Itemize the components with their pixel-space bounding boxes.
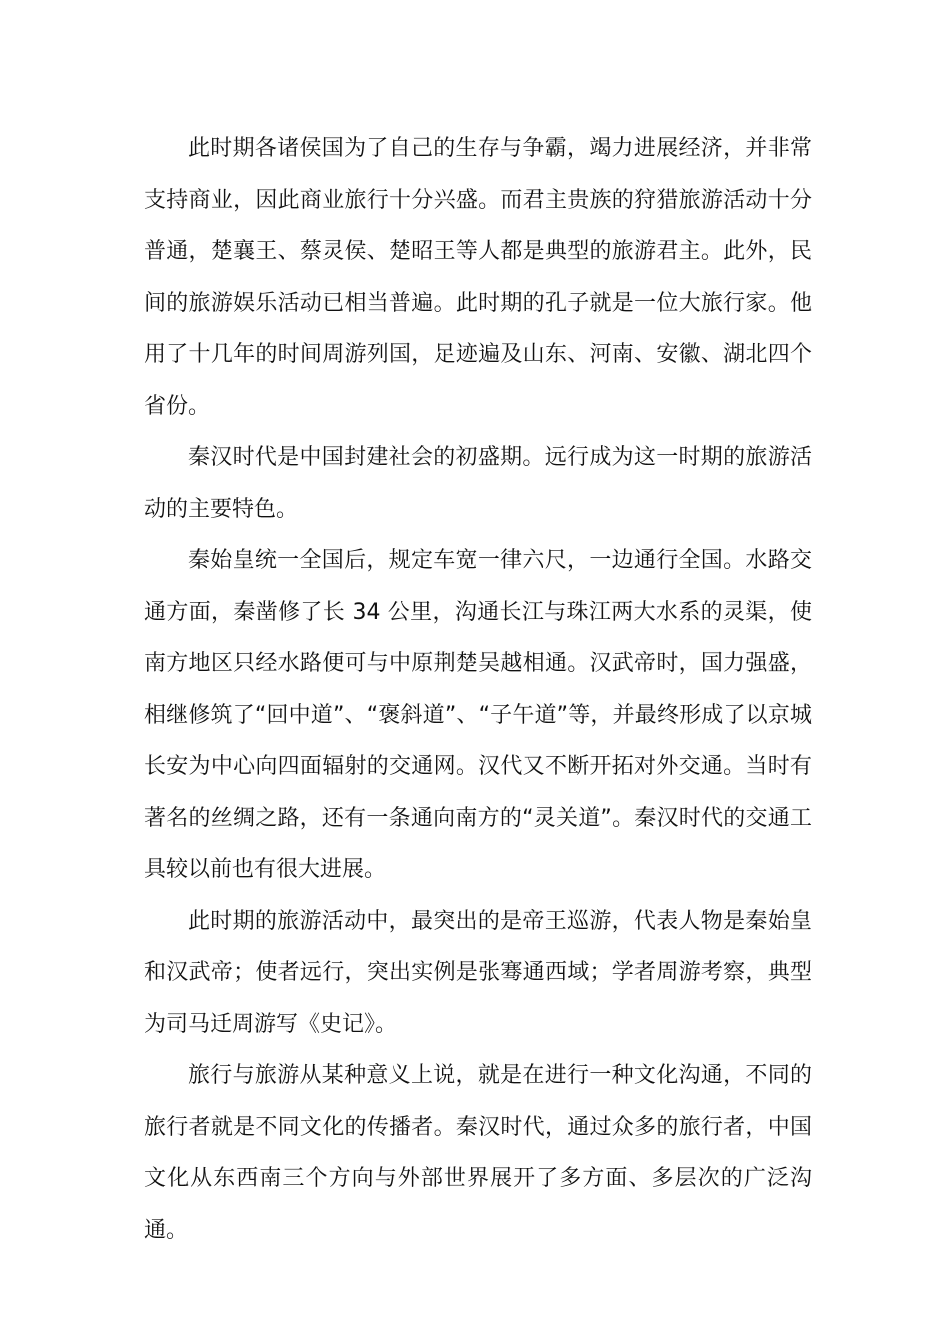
paragraph: 此时期的旅游活动中，最突出的是帝王巡游，代表人物是秦始皇和汉武帝；使者远行，突出实例是张骞通西域；学者周游考察，典型为司马迁周游写《史记》。 xyxy=(144,908,812,1037)
paragraph: 秦汉时代是中国封建社会的初盛期。远行成为这一时期的旅游活动的主要特色。 xyxy=(144,445,812,522)
document-body xyxy=(144,123,812,1256)
paragraph: 此时期各诸侯国为了自己的生存与争霸，竭力进展经济，并非常支持商业，因此商业旅行十分兴盛。而君主贵族的狩猎旅游活动十分普通，楚襄王、蔡灵侯、楚昭王等人都是典型的旅游君主。此外，民间的旅游娱乐活动已相当普遍。此时期的孔子就是一位大旅行家。他用了十几年的时间周游列国，足迹遍及山东、河南、安徽、湖北四个省份。 xyxy=(144,136,812,419)
paragraph: 秦始皇统一全国后，规定车宽一律六尺，一边通行全国。水路交通方面，秦凿修了长 34 公里，沟通长江与珠江两大水系的灵渠，使南方地区只经水路便可与中原荆楚吴越相通。汉武帝时，国力强盛，相继修筑了“回中道”、“褒斜道”、“子午道”等，并最终形成了以京城长安为中心向四面辐射的交通网。汉代又不断开拓对外交通。当时有著名的丝绸之路，还有一条通向南方的“灵关道”。秦汉时代的交通工具较以前也有很大进展。 xyxy=(144,548,812,882)
paragraph: 旅行与旅游从某种意义上说，就是在进行一种文化沟通，不同的旅行者就是不同文化的传播者。秦汉时代，通过众多的旅行者，中国文化从东西南三个方向与外部世界展开了多方面、多层次的广泛沟通。 xyxy=(144,1063,812,1243)
